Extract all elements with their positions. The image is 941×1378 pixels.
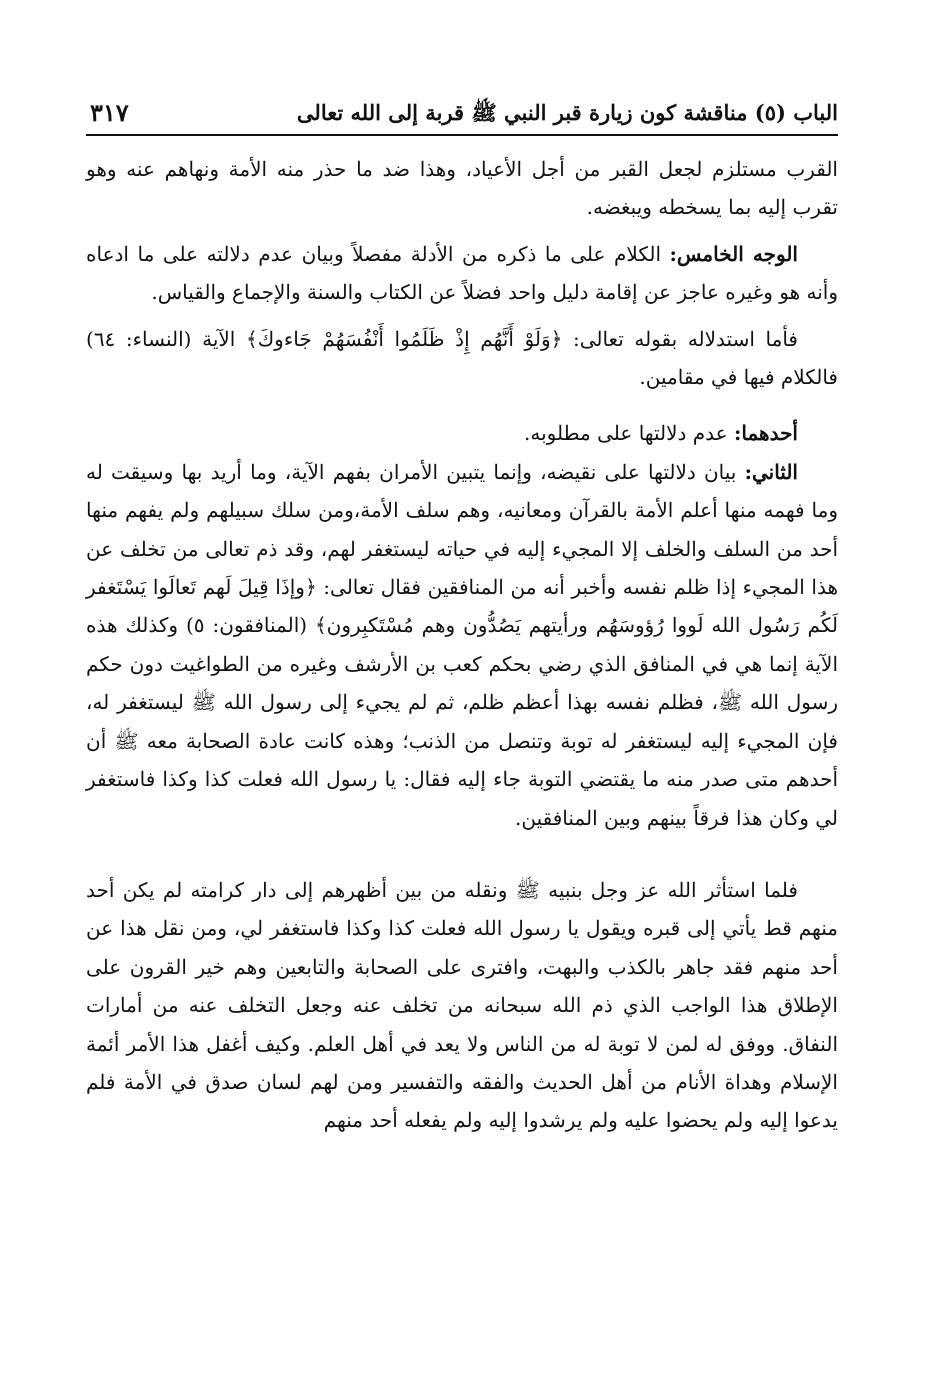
paragraph-5 [86, 453, 838, 837]
paragraph-4 [86, 414, 838, 452]
paragraph-5-heading: الثاني: [744, 459, 798, 484]
paragraph-4-heading: أحدهما: [733, 421, 798, 446]
paragraph-4-text: عدم دلالتها على مطلوبه. [524, 421, 734, 446]
page-body [86, 150, 838, 1140]
header-rule [86, 134, 838, 136]
page-number: ٣١٧ [90, 98, 129, 127]
paragraph-2-text: الكلام على ما ذكره من الأدلة مفصلاً وبيان عدم دلالته على ما ادعاه وأنه هو وغيره عاجز عن إقامة دليل واحد فضلاً عن الكتاب والسنة والإجماع والقياس. [86, 241, 838, 305]
paragraph-2 [86, 235, 838, 312]
paragraph-3: فأما استدلاله بقوله تعالى: ﴿وَلَوْ أَنَّهُم إِذْ ظَلَمُوا أَنْفُسَهُمْ جَاءوكَ﴾ الآية (النساء: ٦٤) فالكلام فيها في مقامين. [86, 326, 838, 390]
paragraph-1: القرب مستلزم لجعل القبر من أجل الأعياد، وهذا ضد ما حذر منه الأمة ونهاهم عنه وهو تقرب إليه بما يسخطه ويبغضه. [86, 157, 838, 220]
chapter-title: الباب (٥) مناقشة كون زيارة قبر النبي ﷺ قربة إلى الله تعالى [296, 100, 838, 125]
running-header [86, 96, 838, 136]
paragraph-2-heading: الوجه الخامس: [669, 241, 798, 266]
paragraph-5-text: بيان دلالتها على نقيضه، وإنما يتبين الأمران بفهم الآية، وما أريد بها وسيقت له وما فهمه منها أعلم الأمة بالقرآن ومعانيه، وهم سلف الأمة،ومن سلك سبيلهم ولم يفهم منها أحد من السلف والخلف إلا المجيء إليه في حياته ليستغفر لهم، وقد ذم تعالى من تخلف عن هذا المجيء إذا ظلم نفسه وأخبر أنه من المنافقين فقال تعالى: ﴿وإذَا قِيلَ لَهم تَعالَوا يَسْتَغفر لَكُم رَسُول الله لَووا رُؤوسَهُم ورأيتهم يَصُدُّون وهم مُسْتَكبِرون﴾ (المنافقون: ٥) وكذلك هذه الآية إنما هي في المنافق الذي رضي بحكم كعب بن الأرشف وغيره من الطواغيت دون حكم رسول الله ﷺ، فظلم نفسه بهذا أعظم ظلم، ثم لم يجيء إلى رسول الله ﷺ ليستغفر له، فإن المجيء إليه ليستغفر له توبة وتنصل من الذنب؛ وهذه كانت عادة الصحابة معه ﷺ أن أحدهم متى صدر منه ما يقتضي التوبة جاء إليه فقال: يا رسول الله فعلت كذا وكذا فاستغفر لي وكان هذا فرقاً بينهم وبين المنافقين. [86, 459, 838, 830]
paragraph-6: فلما استأثر الله عز وجل بنبيه ﷺ ونقله من بين أظهرهم إلى دار كرامته لم يكن أحد منهم قط يأتي إلى قبره ويقول يا رسول الله فعلت كذا وكذا فاستغفر لي، ومن نقل هذا عن أحد منهم فقد جاهر بالكذب والبهت، وافترى على الصحابة والتابعين وهم خير القرون على الإطلاق هذا الواجب الذي ذم الله سبحانه من تخلف عنه وجعل التخلف عنه من أمارات النفاق. ووفق له لمن لا توبة له من الناس ولا يعد في أهل العلم. وكيف أغفل هذا الأمر أئمة الإسلام وهداة الأنام من أهل الحديث والفقه والتفسير ومن لهم لسان صدق في الأمة فلم يدعوا إليه ولم يحضوا عليه ولم يرشدوا إليه ولم يفعله أحد منهم [86, 877, 838, 1133]
